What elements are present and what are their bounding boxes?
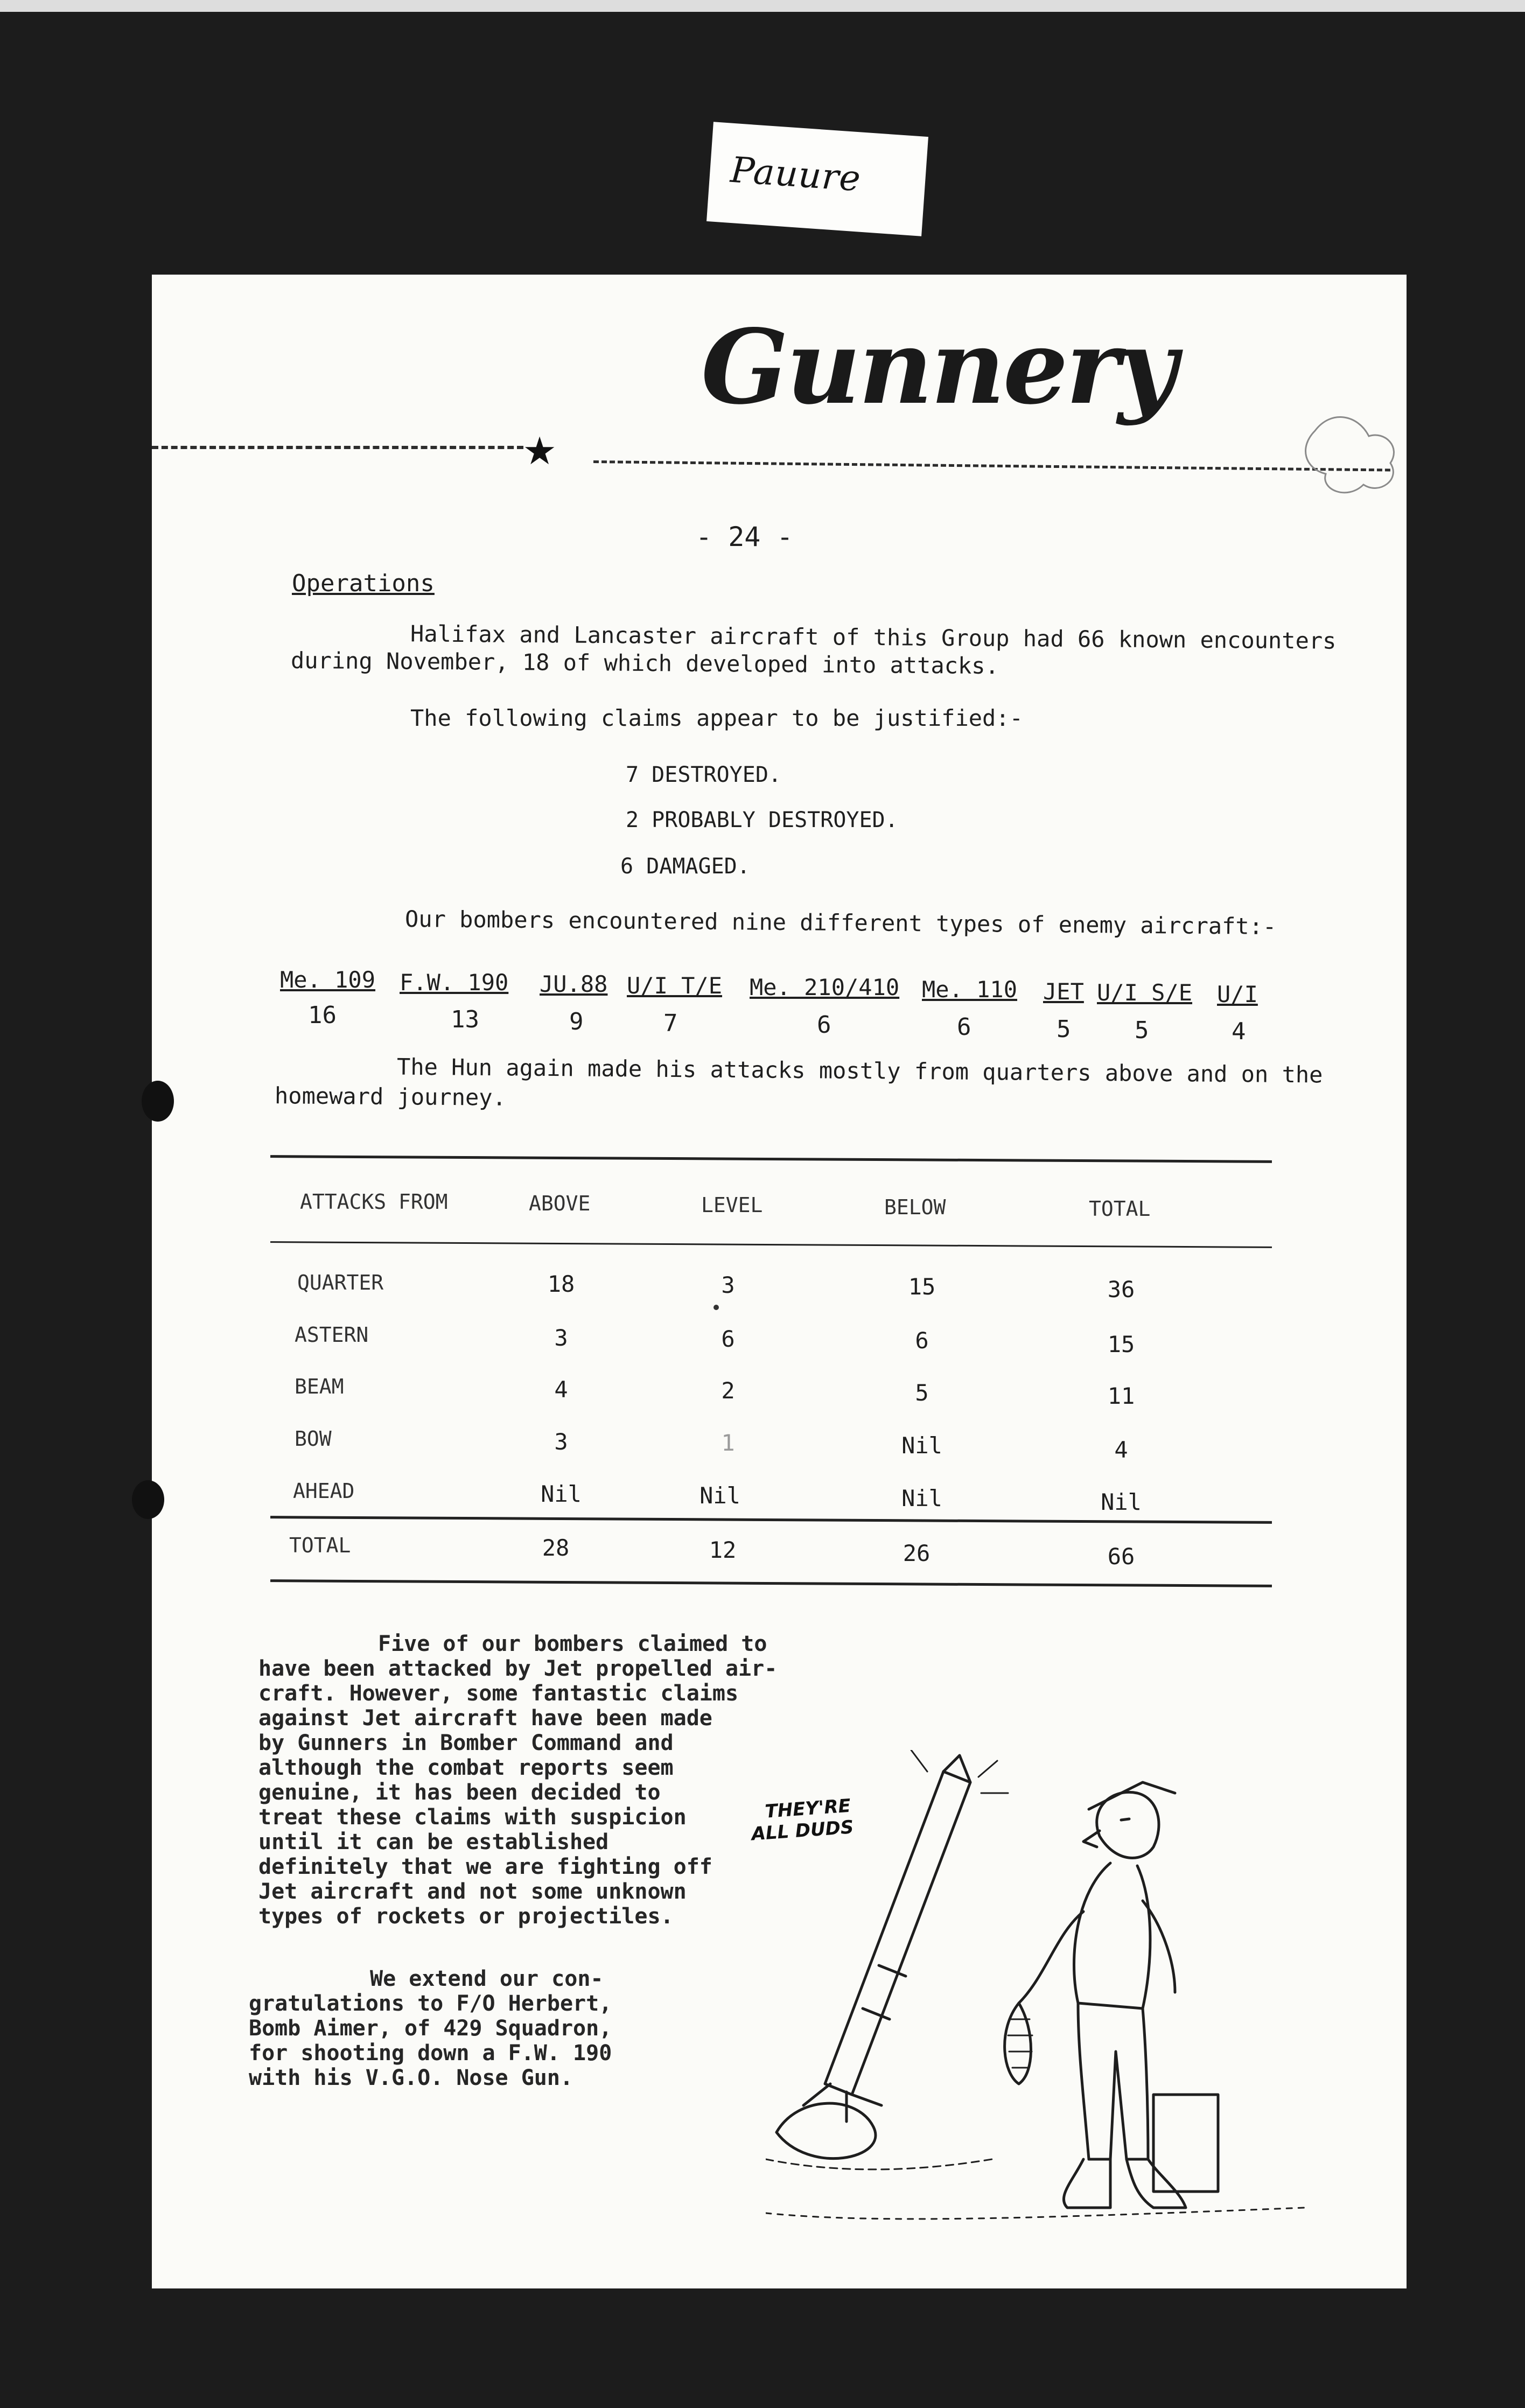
intro-line-1: Halifax and Lancaster aircraft of this Group had 66 known encounters xyxy=(410,620,1337,654)
congrats-paragraph-line: We extend our con- xyxy=(370,1966,604,1991)
table-header-cell: ATTACKS FROM xyxy=(300,1190,448,1214)
table-rule xyxy=(270,1516,1272,1524)
row-label: AHEAD xyxy=(293,1479,355,1503)
aircraft-type-name: U/I T/E xyxy=(627,972,723,999)
types-intro: Our bombers encountered nine different types of enemy aircraft:- xyxy=(404,905,1277,940)
claims-intro: The following claims appear to be justified:- xyxy=(410,705,1023,731)
aircraft-type-name: Me. 110 xyxy=(922,976,1018,1003)
aircraft-type-count: 6 xyxy=(817,1011,831,1039)
gunner-cartoon-illustration xyxy=(766,1750,1310,2278)
congrats-paragraph-line: gratulations to F/O Herbert, xyxy=(249,1991,612,2016)
table-header-cell: ABOVE xyxy=(529,1192,591,1215)
table-cell: 1 xyxy=(721,1430,735,1456)
handwritten-label: Pauure xyxy=(729,149,863,200)
aircraft-type-name: JU.88 xyxy=(540,971,608,997)
cartoon-caption-line: THEY'RE xyxy=(764,1795,852,1823)
table-cell: 11 xyxy=(1107,1383,1135,1409)
ink-dot-icon xyxy=(712,1303,720,1312)
jet-paragraph-line: Jet aircraft and not some unknown xyxy=(258,1879,687,1904)
section-heading: Operations xyxy=(292,570,435,597)
attacks-intro-line-1: The Hun again made his attacks mostly from quarters above and on the xyxy=(396,1053,1323,1088)
claim-destroyed: 7 DESTROYED. xyxy=(626,762,781,787)
page-number: - 24 - xyxy=(696,521,793,552)
row-label: BOW xyxy=(295,1427,332,1451)
table-cell: Nil xyxy=(699,1482,740,1509)
table-cell: 4 xyxy=(1114,1437,1128,1463)
header-rule-left xyxy=(152,446,523,449)
aircraft-type-name: F.W. 190 xyxy=(400,969,509,996)
table-cell: Nil xyxy=(901,1485,942,1511)
jet-paragraph-line: definitely that we are fighting off xyxy=(258,1854,712,1879)
attacks-intro-line-2: homeward journey. xyxy=(274,1082,507,1111)
table-cell: 4 xyxy=(554,1376,568,1403)
total-label: TOTAL xyxy=(289,1534,351,1557)
aircraft-type-count: 13 xyxy=(451,1006,479,1033)
table-rule xyxy=(270,1579,1272,1587)
handwritten-label-card xyxy=(706,122,928,236)
total-cell: 12 xyxy=(709,1537,737,1563)
congrats-paragraph-line: for shooting down a F.W. 190 xyxy=(249,2041,612,2066)
claim-probably-destroyed: 2 PROBABLY DESTROYED. xyxy=(626,808,898,832)
row-label: QUARTER xyxy=(297,1271,384,1294)
jet-paragraph-line: until it can be established xyxy=(258,1830,609,1854)
aircraft-type-count: 7 xyxy=(663,1010,678,1037)
table-cell: 5 xyxy=(915,1380,929,1406)
table-cell: 36 xyxy=(1107,1276,1135,1303)
header-rule-right xyxy=(593,460,1390,471)
aircraft-type-count: 4 xyxy=(1232,1018,1246,1045)
binder-hole-icon xyxy=(139,1077,177,1125)
claim-damaged: 6 DAMAGED. xyxy=(620,854,750,879)
table-cell: 3 xyxy=(721,1272,735,1298)
jet-paragraph-line: types of rockets or projectiles. xyxy=(258,1904,674,1929)
aircraft-type-name: U/I S/E xyxy=(1097,979,1193,1006)
binder-hole-icon xyxy=(129,1475,167,1524)
star-icon: ★ xyxy=(523,415,556,478)
table-cell: 6 xyxy=(915,1327,929,1354)
congrats-paragraph-line: Bomb Aimer, of 429 Squadron, xyxy=(249,2016,612,2041)
aircraft-type-count: 6 xyxy=(957,1013,971,1041)
row-label: ASTERN xyxy=(295,1323,369,1347)
aircraft-type-name: Me. 210/410 xyxy=(750,974,900,1000)
table-header-cell: BELOW xyxy=(884,1195,946,1219)
jet-paragraph-line: against Jet aircraft have been made xyxy=(258,1706,712,1731)
jet-paragraph-line: Five of our bombers claimed to xyxy=(378,1632,767,1656)
aircraft-type-count: 16 xyxy=(308,1002,337,1029)
table-header-cell: LEVEL xyxy=(701,1193,763,1217)
table-cell: 3 xyxy=(554,1429,568,1455)
table-rule xyxy=(270,1241,1272,1248)
total-cell: 28 xyxy=(542,1535,570,1561)
table-header-cell: TOTAL xyxy=(1089,1197,1151,1221)
table-cell: 15 xyxy=(1107,1331,1135,1357)
aircraft-type-count: 5 xyxy=(1057,1016,1071,1043)
document-page xyxy=(152,275,1407,2288)
scan-edge xyxy=(0,0,1525,12)
ink-smudge-icon xyxy=(1293,398,1407,506)
jet-paragraph-line: treat these claims with suspicion xyxy=(258,1805,687,1830)
total-cell: 66 xyxy=(1107,1543,1135,1570)
jet-paragraph-line: craft. However, some fantastic claims xyxy=(258,1681,739,1706)
row-label: BEAM xyxy=(295,1375,344,1398)
congrats-paragraph-line: with his V.G.O. Nose Gun. xyxy=(249,2066,573,2090)
aircraft-type-name: U/I xyxy=(1217,981,1258,1007)
table-cell: Nil xyxy=(1101,1489,1142,1515)
jet-paragraph-line: by Gunners in Bomber Command and xyxy=(258,1731,674,1755)
cartoon-caption-line: ALL DUDS xyxy=(751,1816,855,1845)
table-cell: Nil xyxy=(901,1432,942,1459)
table-cell: 2 xyxy=(721,1377,735,1404)
jet-paragraph-line: although the combat reports seem xyxy=(258,1755,674,1780)
table-rule xyxy=(270,1155,1272,1163)
aircraft-type-count: 5 xyxy=(1135,1017,1149,1044)
table-cell: 15 xyxy=(908,1273,936,1300)
intro-line-2: during November, 18 of which developed into attacks. xyxy=(290,647,999,680)
aircraft-type-name: JET xyxy=(1043,978,1084,1005)
table-cell: 3 xyxy=(554,1325,568,1351)
aircraft-type-count: 9 xyxy=(569,1008,584,1035)
jet-paragraph-line: genuine, it has been decided to xyxy=(258,1780,661,1805)
jet-paragraph-line: have been attacked by Jet propelled air- xyxy=(258,1656,778,1681)
table-cell: Nil xyxy=(541,1481,582,1507)
total-cell: 26 xyxy=(903,1540,931,1566)
page-title: Gunnery xyxy=(701,307,1176,427)
aircraft-type-name: Me. 109 xyxy=(280,967,376,993)
table-cell: 6 xyxy=(721,1326,735,1352)
table-cell: 18 xyxy=(547,1271,575,1297)
